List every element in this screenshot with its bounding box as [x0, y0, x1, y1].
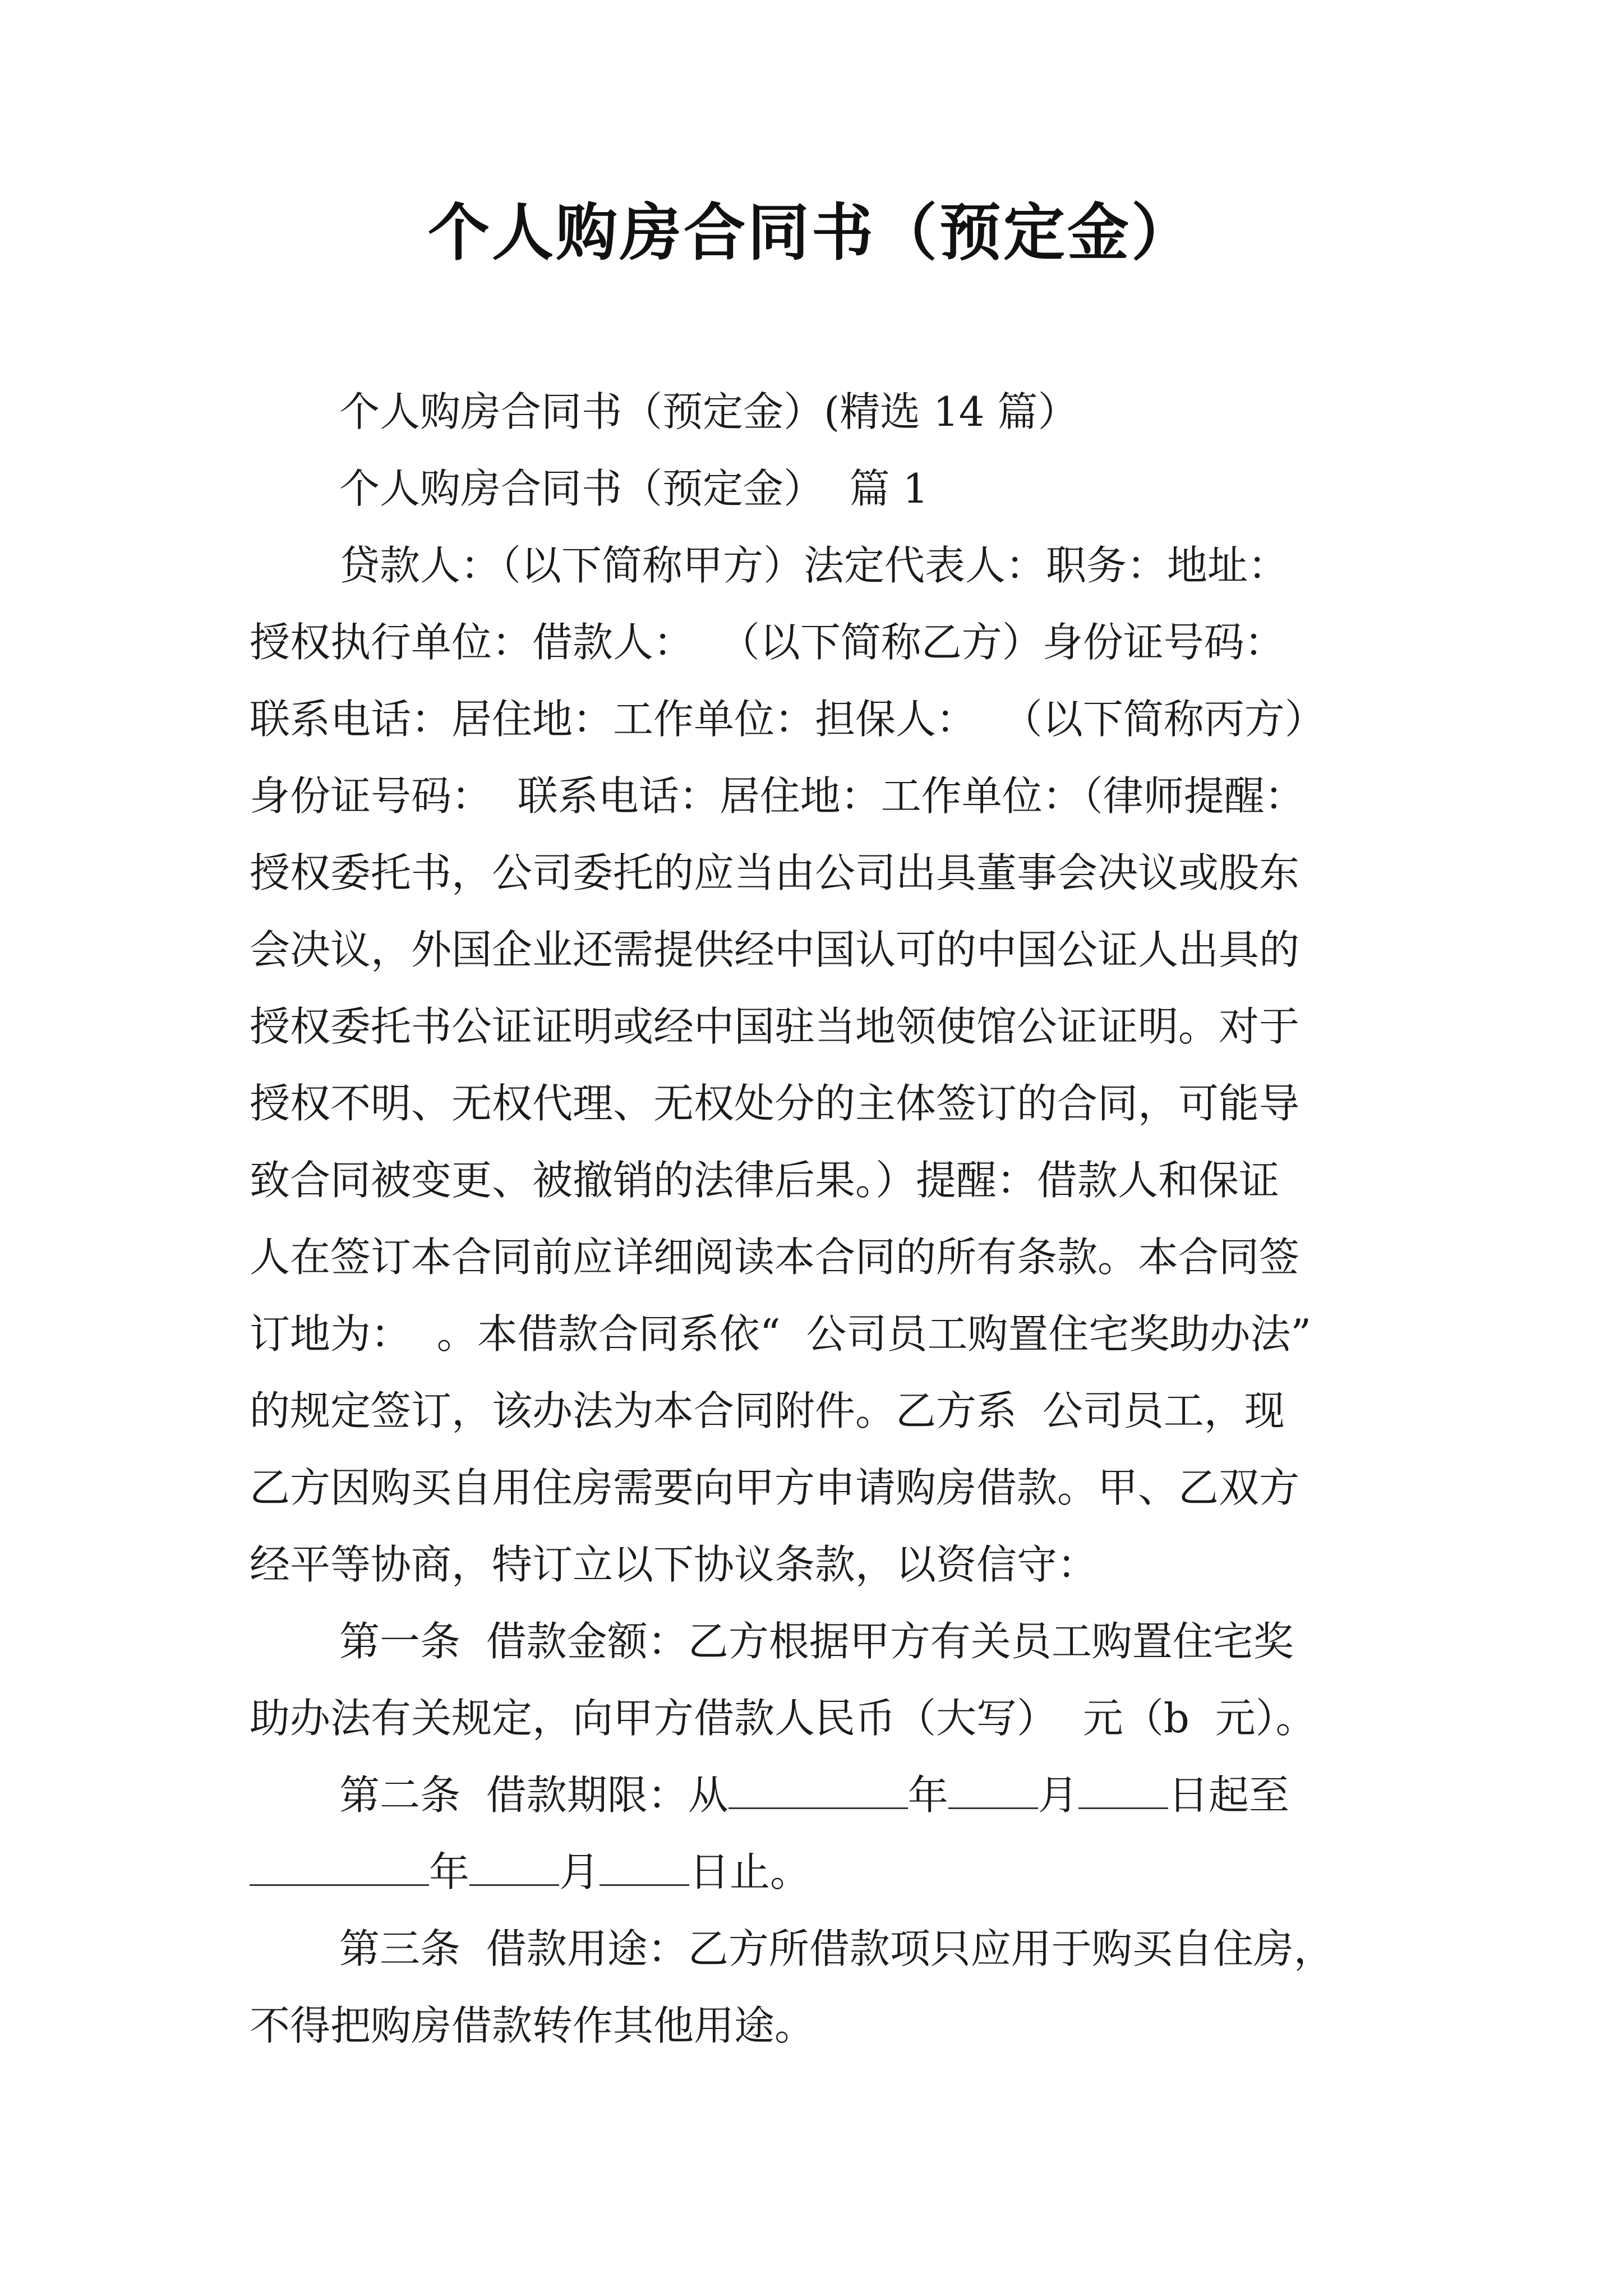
- document-title: 个人购房合同书（预定金）: [428, 196, 1195, 269]
- paragraph-line: 订地为： 。本借款合同系依“ 公司员工购置住宅奖助办法”: [250, 1310, 1312, 1358]
- paragraph-line: 授权不明、无权代理、无权处分的主体签订的合同，可能导: [250, 1080, 1300, 1127]
- paragraph-line: 的规定签订，该办法为本合同附件。乙方系 公司员工，现: [250, 1387, 1285, 1434]
- paragraph-line: 会决议，外国企业还需提供经中国认可的中国公证人出具的: [250, 926, 1300, 973]
- paragraph-line: 联系电话：居住地：工作单位：担保人： （以下简称丙方）: [250, 696, 1325, 743]
- blank-end-year-field[interactable]: [250, 1845, 429, 1886]
- paragraph-line: 致合同被变更、被撤销的法律后果。）提醒：借款人和保证: [250, 1157, 1280, 1204]
- paragraph-line: 授权执行单位：借款人： （以下简称乙方）身份证号码：: [250, 619, 1285, 666]
- article-3-line: 第三条 借款用途：乙方所借款项只应用于购买自住房，: [339, 1925, 1334, 1972]
- end-month-label: 月: [559, 1848, 600, 1895]
- blank-month-field[interactable]: [948, 1768, 1038, 1809]
- article-1-line: 第一条 借款金额：乙方根据甲方有关员工购置住宅奖: [339, 1618, 1294, 1665]
- paragraph-line: 贷款人：（以下简称甲方）法定代表人：职务：地址：: [339, 542, 1289, 589]
- article-2-text: 第二条 借款期限：从: [339, 1772, 728, 1819]
- article-1-line: 助办法有关规定，向甲方借款人民币（大写） 元（b 元）。: [250, 1695, 1316, 1742]
- blank-end-day-field[interactable]: [600, 1845, 689, 1886]
- blank-year-field[interactable]: [728, 1768, 908, 1809]
- end-year-label: 年: [429, 1848, 470, 1895]
- paragraph-line: 人在签订本合同前应详细阅读本合同的所有条款。本合同签: [250, 1234, 1300, 1281]
- blank-end-month-field[interactable]: [469, 1845, 559, 1886]
- year-label: 年: [907, 1772, 948, 1819]
- day-label: 日起至: [1168, 1772, 1289, 1819]
- blank-day-field[interactable]: [1078, 1768, 1168, 1809]
- article-2-line: [250, 1834, 1380, 1911]
- month-label: 月: [1038, 1772, 1078, 1819]
- paragraph-line: 乙方因购买自用住房需要向甲方申请购房借款。甲、乙双方: [250, 1464, 1300, 1511]
- paragraph-line: 授权委托书公证证明或经中国驻当地领使馆公证证明。对于: [250, 1003, 1300, 1050]
- paragraph-line: 经平等协商，特订立以下协议条款，以资信守：: [250, 1541, 1098, 1588]
- article-3-line: 不得把购房借款转作其他用途。: [250, 2002, 815, 2049]
- paragraph-line: 授权委托书，公司委托的应当由公司出具董事会决议或股东: [250, 849, 1300, 896]
- subtitle-line: 个人购房合同书（预定金）(精选 14 篇）: [339, 388, 1078, 435]
- document-body: [250, 374, 1380, 2064]
- article-2-line: [250, 1757, 1380, 1834]
- end-day-label: 日止。: [689, 1848, 811, 1895]
- paragraph-line: 身份证号码： 联系电话：居住地：工作单位：（律师提醒：: [250, 772, 1305, 820]
- section-heading: 个人购房合同书（预定金） 篇 1: [339, 465, 929, 512]
